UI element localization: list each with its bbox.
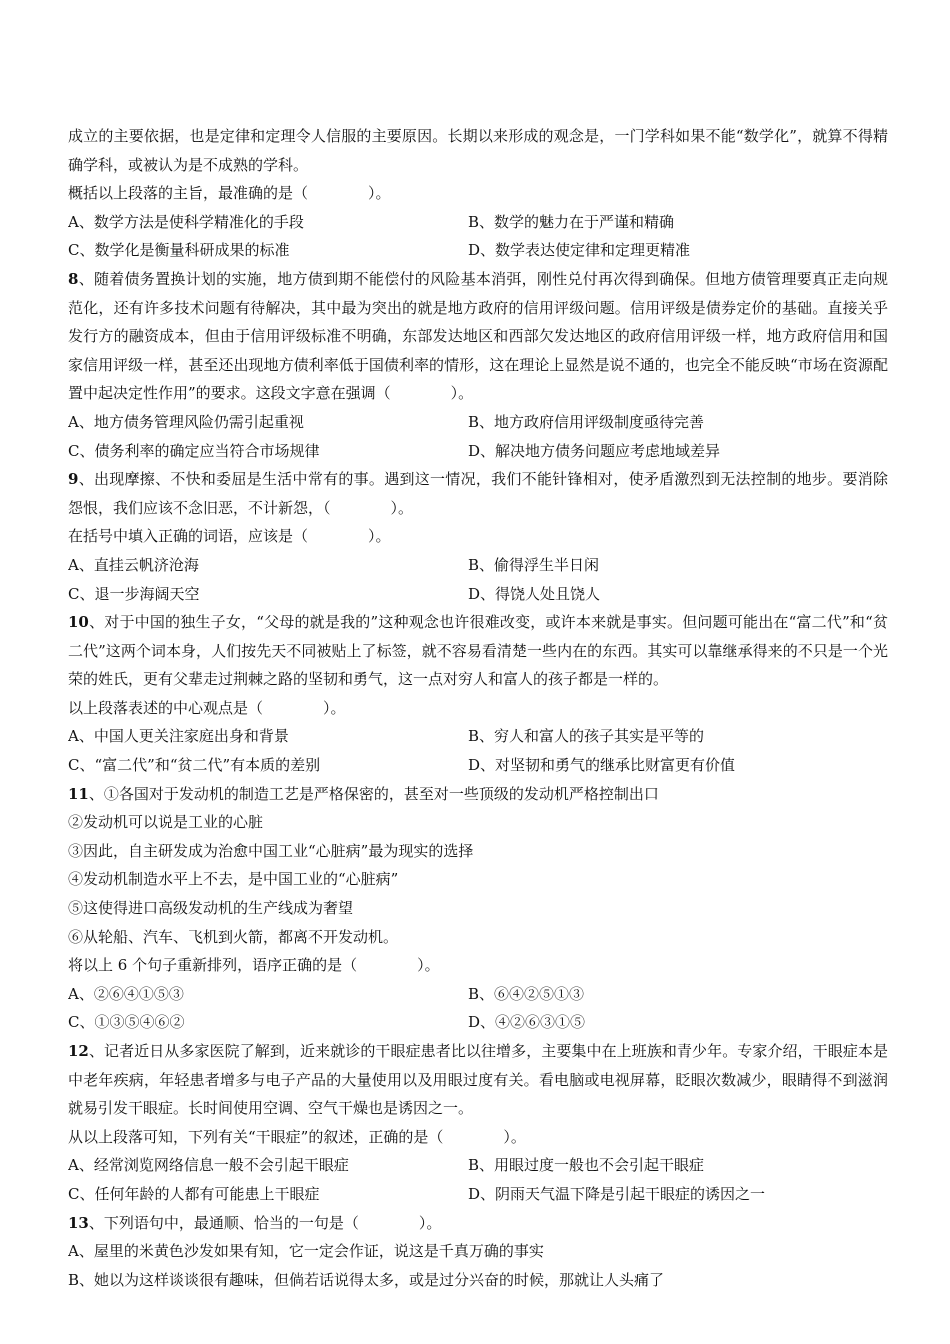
question-11-text — [68, 780, 888, 809]
question-12-options — [68, 1151, 888, 1208]
option-c: C、数学化是衡量科研成果的标准 — [68, 241, 290, 260]
sentence-6: ⑥从轮船、汽车、飞机到火箭，都离不开发动机。 — [68, 927, 399, 946]
option-b: B、她以为这样谈谈很有趣味，但倘若话说得太多，或是过分兴奋的时候，那就让人头痛了 — [68, 1270, 665, 1289]
question-number: 12 — [68, 1042, 89, 1060]
option-a: A、中国人更关注家庭出身和背景 — [68, 727, 289, 746]
question-8-options — [68, 408, 888, 465]
question-7-options — [68, 208, 888, 265]
option-a: A、直挂云帆济沧海 — [68, 555, 199, 574]
document-page — [68, 122, 888, 1294]
option-d: D、得饶人处且饶人 — [468, 584, 601, 603]
option-a: A、经常浏览网络信息一般不会引起干眼症 — [68, 1156, 349, 1175]
option-b: B、用眼过度一般也不会引起干眼症 — [468, 1156, 705, 1175]
option-b: B、穷人和富人的孩子其实是平等的 — [468, 727, 705, 746]
question-7-passage: 成立的主要依据，也是定律和定理令人信服的主要原因。长期以来形成的观念是，一门学科如果不能“数学化”，就算不得精确学科，或被认为是不成熟的学科。 — [68, 127, 888, 174]
option-d: D、解决地方债务问题应考虑地域差异 — [468, 441, 721, 460]
sentence-5: ⑤这使得进口高级发动机的生产线成为奢望 — [68, 899, 354, 918]
option-c: C、任何年龄的人都有可能患上干眼症 — [68, 1184, 320, 1203]
question-11-prompt: 将以上 6 个句子重新排列，语序正确的是（ ）。 — [68, 956, 440, 975]
question-13-options — [68, 1237, 888, 1294]
question-10-text — [68, 608, 888, 694]
question-number: 13 — [68, 1213, 89, 1232]
option-d: D、④②⑥③①⑤ — [468, 1013, 586, 1032]
question-9-prompt: 在括号中填入正确的词语，应该是（ ）。 — [68, 527, 391, 546]
question-13-text — [68, 1209, 888, 1238]
question-8-text — [68, 265, 888, 408]
option-c: C、退一步海阔天空 — [68, 584, 200, 603]
question-number: 11 — [68, 784, 89, 803]
option-c: C、债务利率的确定应当符合市场规律 — [68, 441, 320, 460]
question-number: 8 — [68, 269, 79, 288]
question-10-prompt: 以上段落表述的中心观点是（ ）。 — [68, 698, 346, 717]
option-d: D、阴雨天气温下降是引起干眼症的诱因之一 — [468, 1184, 766, 1203]
sentence-3: ③因此，自主研发成为治愈中国工业“心脏病”最为现实的选择 — [68, 841, 474, 860]
option-b: B、⑥④②⑤①③ — [468, 984, 585, 1003]
question-10-body: 、对于中国的独生子女，“父母的就是我的”这种观念也许很难改变，或许本来就是事实。但问题可能出在“富二代”和“贫二代”这两个词本身，人们按先天不同被贴上了标签，就不容易看清楚一些内在的东西。其实可以靠继承得来的不只是一个光荣的姓氏，更有父辈走过荆棘之路的坚韧和勇气，这一点对穷人和富人的孩子都是一样的。 — [68, 613, 888, 689]
option-d: D、对坚韧和勇气的继承比财富更有价值 — [468, 756, 736, 775]
question-number: 10 — [68, 613, 89, 632]
option-b: B、偷得浮生半日闲 — [468, 555, 600, 574]
question-11-body: 、①各国对于发动机的制造工艺是严格保密的，甚至对一些顶级的发动机严格控制出口 — [88, 784, 659, 803]
question-9-text — [68, 465, 888, 522]
question-number: 9 — [68, 470, 79, 489]
question-7-prompt: 概括以上段落的主旨，最准确的是（ ）。 — [68, 184, 391, 203]
option-a: A、屋里的米黄色沙发如果有知，它一定会作证，说这是千真万确的事实 — [68, 1242, 544, 1261]
option-c: C、“富二代”和“贫二代”有本质的差别 — [68, 756, 321, 775]
sentence-2: ②发动机可以说是工业的心脏 — [68, 813, 264, 832]
question-9-options — [68, 551, 888, 608]
option-b: B、地方政府信用评级制度亟待完善 — [468, 412, 705, 431]
question-12-prompt: 从以上段落可知，下列有关“干眼症”的叙述，正确的是（ ）。 — [68, 1127, 526, 1146]
option-b: B、数学的魅力在于严谨和精确 — [468, 212, 675, 231]
question-9-body: 、出现摩擦、不快和委屈是生活中常有的事。遇到这一情况，我们不能针锋相对，使矛盾激烈到无法控制的地步。要消除怨恨，我们应该不念旧恶，不计新怨，（ ）。 — [68, 470, 888, 517]
option-d: D、数学表达使定律和定理更精准 — [468, 241, 691, 260]
option-a: A、地方债务管理风险仍需引起重视 — [68, 412, 304, 431]
option-a: A、数学方法是使科学精准化的手段 — [68, 212, 304, 231]
question-11-options — [68, 980, 888, 1037]
option-c: C、①③⑤④⑥② — [68, 1013, 185, 1032]
question-13-body: 、下列语句中，最通顺、恰当的一句是（ ）。 — [88, 1213, 442, 1232]
sentence-4: ④发动机制造水平上不去，是中国工业的“心脏病” — [68, 870, 399, 889]
question-12-body: 、记者近日从多家医院了解到，近来就诊的干眼症患者比以往增多，主要集中在上班族和青少年。专家介绍，干眼症本是中老年疾病，年轻患者增多与电子产品的大量使用以及用眼过度有关。看电脑或电视屏幕，眨眼次数减少，眼睛得不到滋润就易引发干眼症。长时间使用空调、空气干燥也是诱因之一。 — [68, 1042, 888, 1118]
question-10-options — [68, 722, 888, 779]
question-12-text — [68, 1037, 888, 1123]
option-a: A、②⑥④①⑤③ — [68, 984, 184, 1003]
question-8-body: 、随着债务置换计划的实施，地方债到期不能偿付的风险基本消弭，刚性兑付再次得到确保。但地方债管理要真正走向规范化，还有许多技术问题有待解决，其中最为突出的就是地方政府的信用评级问题。信用评级是债券定价的基础。直接关乎发行方的融资成本，但由于信用评级标准不明确，东部发达地区和西部欠发达地区的政府信用评级一样，地方政府信用和国家信用评级一样，甚至还出现地方债利率低于国债利率的情形，这在理论上显然是说不通的，也完全不能反映“市场在资源配置中起决定性作用”的要求。这段文字意在强调（ ）。 — [68, 269, 888, 403]
